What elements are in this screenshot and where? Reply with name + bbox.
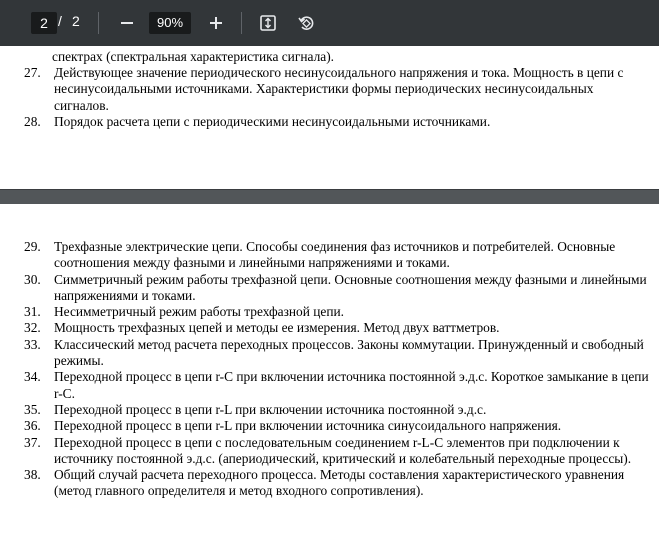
item-text: Переходной процесс в цепи r-L при включении источника постоянной э.д.с.: [54, 401, 487, 417]
zoom-level-input[interactable]: 90%: [149, 12, 191, 34]
item-text: Мощность трехфазных цепей и методы ее измерения. Метод двух ваттметров.: [54, 320, 500, 336]
list-item: [24, 304, 650, 320]
item-number: 32.: [24, 320, 41, 336]
item-number: 29.: [24, 239, 41, 254]
rotate-button[interactable]: [293, 10, 319, 36]
fit-page-button[interactable]: [255, 10, 281, 36]
item-text: Переходной процесс в цепи r-L при включении источника синусоидального напряжения.: [54, 418, 562, 434]
pdf-page-2: [0, 204, 659, 543]
item-text: Общий случай расчета переходного процесса. Методы составления характеристического уравнения (метод главного определителя и метод входного сопротивления).: [54, 467, 625, 499]
total-pages: 2: [72, 13, 80, 29]
item-text: Переходной процесс в цепи r-C при включении источника постоянной э.д.с. Короткое замыкание в цепи r-C.: [54, 369, 649, 401]
item-number: 31.: [24, 304, 41, 320]
item-number: 38.: [24, 467, 41, 483]
item-number: 34.: [24, 369, 41, 385]
question-list: [24, 65, 650, 130]
page-gap: [0, 190, 659, 204]
text-fragment: спектрах (спектральная характеристика сигнала).: [52, 49, 335, 64]
list-item: [24, 418, 650, 434]
minus-icon: [120, 16, 134, 30]
item-text: Несимметричный режим работы трехфазной цепи.: [54, 304, 345, 320]
item-number: 33.: [24, 336, 41, 352]
item-text: Классический метод расчета переходных процессов. Законы коммутации. Принужденный и свободный режимы.: [54, 336, 644, 369]
list-item: [24, 337, 650, 370]
zoom-out-button[interactable]: [114, 10, 140, 36]
item-text: Трехфазные электрические цепи. Способы соединения фаз источников и потребителей. Основные соотношения между фазными и линейными напряжениями и токами.: [54, 239, 616, 271]
fit-page-icon: [259, 14, 277, 32]
list-item: [24, 272, 650, 305]
item-text: Порядок расчета цепи с периодическими несинусоидальными источниками.: [54, 113, 491, 129]
list-item: [24, 239, 650, 272]
item-number: 35.: [24, 401, 41, 417]
list-item: [24, 320, 650, 336]
item-number: 27.: [24, 65, 41, 80]
plus-icon: [209, 16, 223, 30]
list-item: [24, 467, 650, 500]
toolbar-divider: [98, 12, 99, 34]
item-number: 30.: [24, 271, 41, 287]
list-item: [24, 369, 650, 402]
list-item: [24, 435, 650, 468]
page-separator: /: [58, 13, 62, 29]
item-text: Переходной процесс в цепи с последовательным соединением r-L-C элементов при подключении к источнику постоянной э.д.с. (апериодический, критический и колебательный переходные процессы).: [54, 434, 632, 466]
page-number-input[interactable]: 2: [31, 12, 57, 34]
pdf-toolbar: [0, 0, 659, 46]
pdf-page-1: [0, 46, 659, 190]
zoom-in-button[interactable]: [203, 10, 229, 36]
item-text: Действующее значение периодического несинусоидального напряжения и тока. Мощность в цепи с несинусоидальными источниками. Характеристики формы периодических несинусоидальных сигналов.: [54, 65, 624, 113]
item-number: 37.: [24, 434, 41, 450]
question-list: [24, 239, 650, 500]
rotate-icon: [297, 14, 315, 32]
item-number: 28.: [24, 113, 41, 129]
toolbar-divider: [241, 12, 242, 34]
item-text: Симметричный режим работы трехфазной цепи. Основные соотношения между фазными и линейными напряжениями и токами.: [54, 271, 647, 303]
list-item: [24, 65, 650, 114]
list-item: [24, 402, 650, 418]
list-item: [24, 114, 650, 130]
item-number: 36.: [24, 418, 41, 434]
